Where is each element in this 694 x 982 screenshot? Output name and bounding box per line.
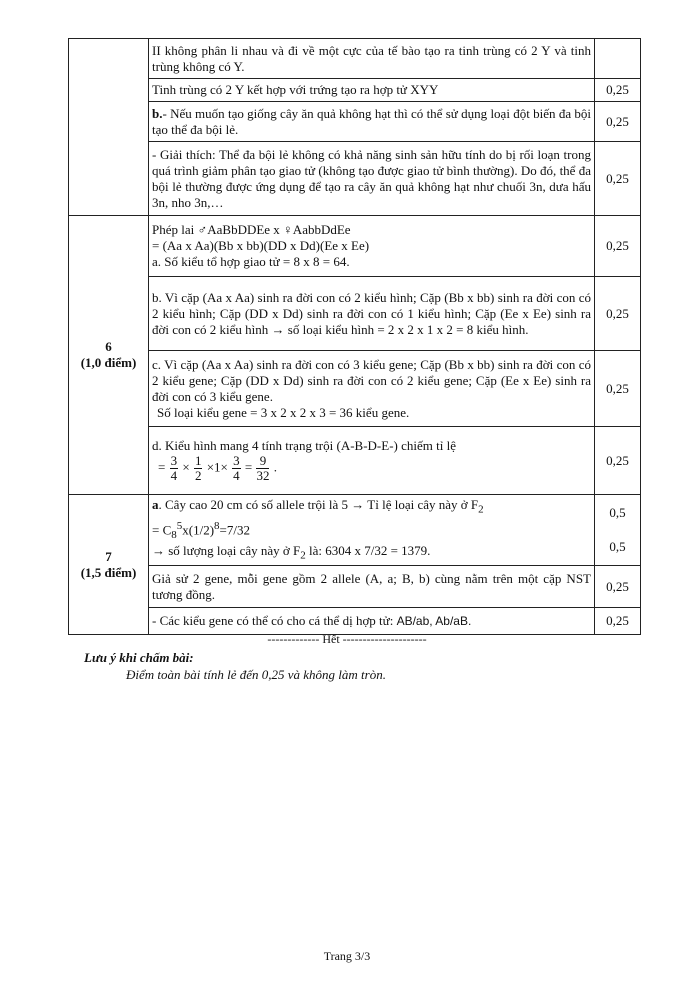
fraction	[194, 454, 203, 483]
numerator: 3	[233, 453, 240, 468]
answer-line: Phép lai ♂AaBbDDEe x ♀AabbDdEe	[152, 222, 351, 237]
answer-cell: - Giải thích: Thể đa bội lẻ không có khả năng sinh sản hữu tính do bị rối loạn trong quá trình giảm phân tạo giao tử (không tạo được giao tử bình thường). Do đó, thể đa bội lẻ thường được ứng dụng để tạo ra cây ăn quả không hạt như chuối 3n, dưa hấu 3n, nho 3n,…	[149, 142, 595, 216]
table-row	[69, 39, 641, 79]
score-pair	[598, 505, 637, 555]
table-row	[69, 351, 641, 427]
answer-cell	[149, 216, 595, 277]
answer-text: là: 6304 x 7/32 = 1379.	[305, 542, 431, 558]
answer-text: c. Vì cặp (Aa x Aa) sinh ra đời con có 3 kiểu gene; Cặp (Bb x bb) sinh ra đời con có 2 kiểu gene; Cặp (DD x Dd) sinh ra đời con có 2 kiểu gene; Cặp (Ee x Ee) sinh ra đời con có 3 kiểu gene.	[152, 356, 591, 404]
answer-cell	[149, 495, 595, 566]
answer-text: - Nếu muốn tạo giống cây ăn quả không hạt thì có thể sử dụng loại đột biến đa bội tạo thể đa bội lẻ.	[152, 105, 591, 137]
part-label: a	[152, 497, 159, 512]
table-row	[69, 608, 641, 635]
note-text: Điểm toàn bài tính lẻ đến 0,25 và không làm tròn.	[126, 667, 386, 682]
answer-cell: Tinh trùng có 2 Y kết hợp với trứng tạo ra hợp tử XYY	[149, 79, 595, 102]
score-value: 0,5	[609, 539, 626, 555]
part-label: b.	[152, 105, 163, 121]
score-cell: 0,25	[595, 102, 641, 142]
superscript: 5	[176, 519, 183, 532]
fraction	[232, 454, 241, 483]
answer-text: - Các kiểu gene có thể có cho cá thể dị hợp tử:	[152, 613, 397, 629]
end-marker: ------------- Hết ---------------------	[267, 632, 427, 646]
answer-cell	[149, 351, 595, 427]
denominator: 4	[170, 468, 178, 483]
answer-text: → số lượng loại cây này ở F	[152, 542, 301, 558]
answer-line	[152, 543, 591, 564]
table-row	[69, 79, 641, 102]
answer-cell: II không phân li nhau và đi về một cực của tế bào tạo ra tinh trùng có 2 Y và tinh trùng không có Y.	[149, 39, 595, 79]
subscript: 8	[171, 528, 177, 541]
score-cell: 0,25	[595, 608, 641, 635]
table-row	[69, 102, 641, 142]
answer-line	[152, 518, 591, 543]
score-cell	[595, 39, 641, 79]
numerator: 3	[170, 453, 178, 468]
question-7-cell	[69, 495, 149, 635]
question-points: (1,5 điểm)	[80, 564, 137, 580]
fraction	[170, 454, 179, 483]
table-row	[69, 216, 641, 277]
question-6-cell	[69, 216, 149, 495]
table-row	[69, 495, 641, 566]
question-number: 6	[105, 339, 112, 354]
answer-cell	[149, 427, 595, 495]
question-cell	[69, 39, 149, 216]
score-cell: 0,25	[595, 79, 641, 102]
question-points: (1,0 điểm)	[80, 355, 137, 370]
page-number: Trang 3/3	[323, 949, 371, 963]
formula-symbol: .	[273, 459, 277, 475]
answer-text: . Cây cao 20 cm có số allele trội là 5 → Tỉ lệ loại cây này ở F	[158, 497, 479, 512]
genotype-list: AB/ab, Ab/aB.	[396, 614, 472, 629]
table-row	[69, 142, 641, 216]
score-cell: 0,25	[595, 277, 641, 351]
score-cell	[595, 495, 641, 566]
score-cell: 0,25	[595, 566, 641, 608]
subscript: 2	[300, 549, 306, 562]
answer-text: =7/32	[219, 521, 250, 537]
formula-symbol: =	[244, 459, 253, 475]
grading-table	[68, 38, 641, 635]
answer-cell: b. Vì cặp (Aa x Aa) sinh ra đời con có 2 kiểu hình; Cặp (Bb x bb) sinh ra đời con có 2 kiểu hình; Cặp (DD x Dd) sinh ra đời con có 1 kiểu hình; Cặp (Ee x Ee) sinh ra đời con có 2 kiểu hình → số loại kiểu hình = 2 x 2 x 1 x 2 = 8 kiểu hình.	[149, 277, 595, 351]
answer-line: = (Aa x Aa)(Bb x bb)(DD x Dd)(Ee x Ee)	[152, 238, 370, 253]
score-cell: 0,25	[595, 351, 641, 427]
table-row	[69, 277, 641, 351]
answer-line	[152, 497, 591, 518]
score-cell: 0,25	[595, 142, 641, 216]
formula-symbol: ×1×	[206, 459, 228, 475]
answer-line: a. Số kiểu tổ hợp giao tử = 8 x 8 = 64.	[152, 254, 350, 269]
answer-text: = C	[152, 521, 172, 537]
answer-line: d. Kiểu hình mang 4 tính trạng trội (A-B-D-E-) chiếm tỉ lệ	[152, 438, 456, 453]
subscript: 2	[478, 503, 484, 516]
score-value: 0,5	[609, 505, 626, 521]
score-cell: 0,25	[595, 427, 641, 495]
numerator: 1	[194, 453, 202, 468]
denominator: 32	[256, 468, 270, 483]
score-cell: 0,25	[595, 216, 641, 277]
numerator: 9	[256, 454, 269, 469]
denominator: 4	[233, 468, 240, 483]
answer-cell	[149, 102, 595, 142]
table-row	[69, 566, 641, 608]
fraction	[256, 454, 269, 483]
question-number: 7	[105, 548, 112, 564]
answer-cell	[149, 608, 595, 635]
answer-line: Số loại kiểu gene = 3 x 2 x 2 x 3 = 36 kiểu gene.	[157, 404, 410, 420]
note-title: Lưu ý khi chấm bài:	[84, 650, 194, 665]
formula-symbol: =	[158, 459, 166, 475]
denominator: 2	[194, 468, 202, 483]
answer-cell: Giả sử 2 gene, mỗi gene gồm 2 allele (A, a; B, b) cùng nằm trên một cặp NST tương đồng.	[149, 566, 595, 608]
fraction-formula	[152, 454, 591, 483]
formula-symbol: ×	[182, 459, 190, 475]
table-row	[69, 427, 641, 495]
superscript: 8	[214, 519, 220, 532]
answer-text: x(1/2)	[182, 521, 215, 537]
